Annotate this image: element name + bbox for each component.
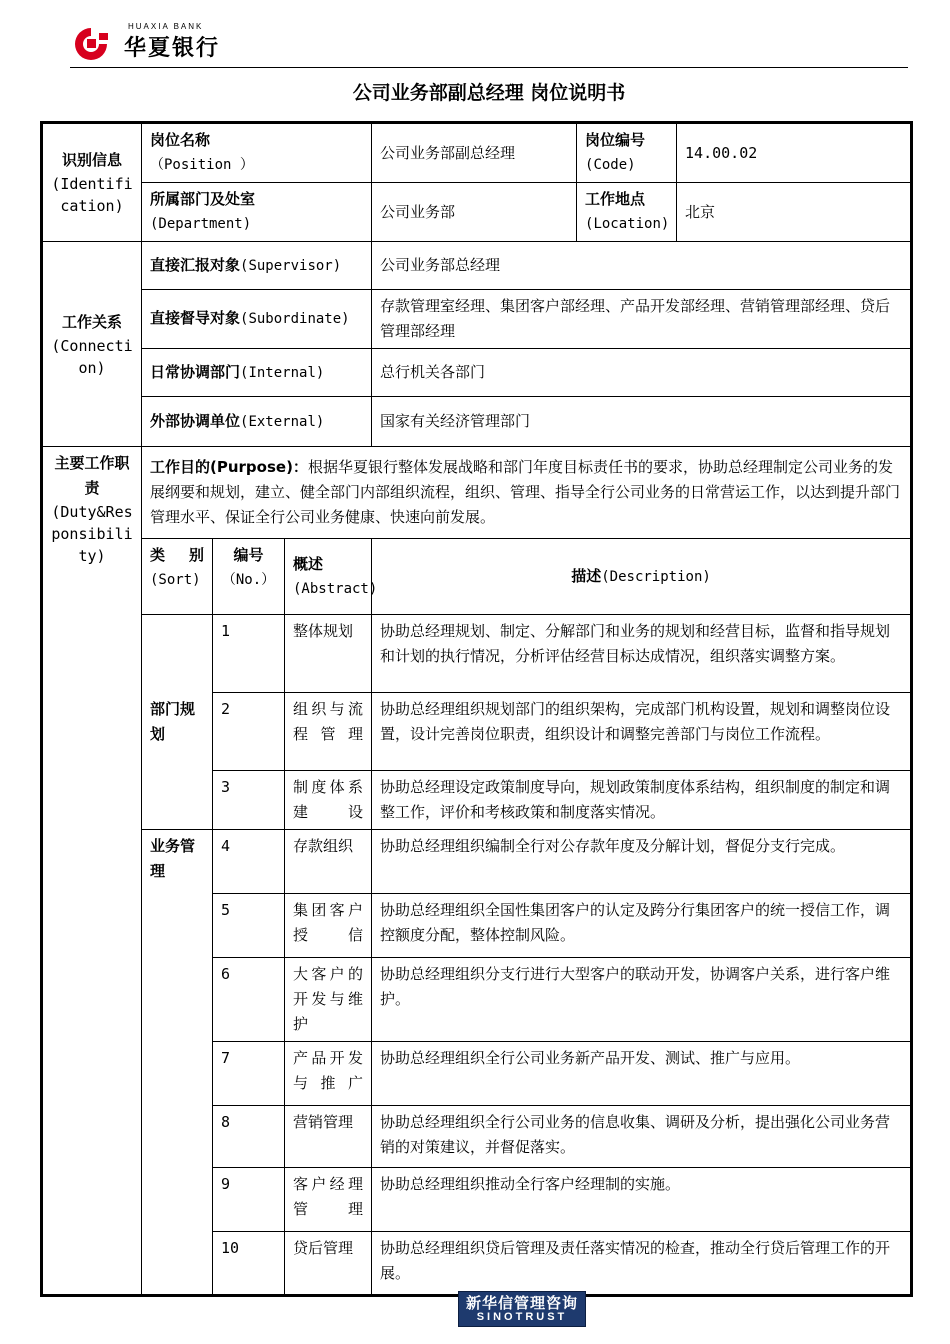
abstract-header: 概述 (Abstract) (285, 539, 372, 615)
purpose-content: 根据华夏银行整体发展战略和部门年度目标责任书的要求，协助总经理制定公司业务的发展纲要和规划，建立、健全部门内部组织流程，组织、管理、指导全行公司业务的日常营运工作，以达到提升部门管理水平、保证全行公司业务健康、快速向前发展。 (150, 458, 901, 526)
huaxia-bank-logo-icon (70, 26, 112, 60)
item-no: 10 (213, 1232, 285, 1296)
item-abstract: 集团客户授信 (285, 894, 372, 958)
position-value: 公司业务部副总经理 (372, 123, 577, 183)
connection-section-label: 工作关系 (Connection) (42, 242, 142, 447)
logo-english-text: HUAXIA BANK (128, 22, 204, 31)
item-abstract: 组织与流程管理 (285, 693, 372, 771)
item-abstract: 制度体系建设 (285, 771, 372, 830)
item-no: 9 (213, 1168, 285, 1232)
item-no: 4 (213, 830, 285, 894)
item-description: 协助总经理规划、制定、分解部门和业务的规划和经营目标，监督和指导规划和计划的执行情况，分析评估经营目标达成情况，组织落实调整方案。 (372, 615, 912, 693)
logo-chinese-text: 华夏银行 (124, 36, 221, 61)
header-divider (70, 67, 908, 68)
sort-header: 类 别 (Sort) (142, 539, 213, 615)
item-description: 协助总经理组织全行公司业务的信息收集、调研及分析，提出强化公司业务营销的对策建议，并督促落实。 (372, 1106, 912, 1168)
item-no: 3 (213, 771, 285, 830)
item-no: 1 (213, 615, 285, 693)
item-abstract: 产品开发与推广 (285, 1042, 372, 1106)
location-label: 工作地点 (Location) (577, 183, 677, 242)
item-abstract: 营销管理 (285, 1106, 372, 1168)
item-no: 8 (213, 1106, 285, 1168)
item-description: 协助总经理组织推动全行客户经理制的实施。 (372, 1168, 912, 1232)
footer-logo-english: SINOTRUST (476, 1311, 568, 1323)
job-description-table (40, 121, 913, 1297)
category-department-planning: 部门规划 (142, 615, 213, 830)
item-abstract: 整体规划 (285, 615, 372, 693)
internal-value: 总行机关各部门 (372, 349, 912, 397)
position-label: 岗位名称 （Position ） (142, 123, 372, 183)
subordinate-value: 存款管理室经理、集团客户部经理、产品开发部经理、营销管理部经理、贷后管理部经理 (372, 290, 912, 349)
item-abstract: 贷后管理 (285, 1232, 372, 1296)
item-description: 协助总经理组织贷后管理及责任落实情况的检查，推动全行贷后管理工作的开展。 (372, 1232, 912, 1296)
description-header: 描述(Description) (372, 539, 912, 615)
department-value: 公司业务部 (372, 183, 577, 242)
duty-section-label: 主要工作职责 (Duty&Responsibility) (42, 447, 142, 1296)
identification-section-label: 识别信息 (Identification) (42, 123, 142, 242)
supervisor-label: 直接汇报对象(Supervisor) (142, 242, 372, 290)
item-abstract: 客户经理管理 (285, 1168, 372, 1232)
item-description: 协助总经理组织编制全行对公存款年度及分解计划，督促分支行完成。 (372, 830, 912, 894)
supervisor-value: 公司业务部总经理 (372, 242, 912, 290)
item-description: 协助总经理组织规划部门的组织架构，完成部门机构设置，规划和调整岗位设置，设计完善岗位职责，组织设计和调整完善部门与岗位工作流程。 (372, 693, 912, 771)
item-no: 2 (213, 693, 285, 771)
purpose-label: 工作目的(Purpose)： (150, 458, 308, 476)
subordinate-label: 直接督导对象(Subordinate) (142, 290, 372, 349)
item-no: 7 (213, 1042, 285, 1106)
page-header (0, 0, 950, 80)
item-no: 6 (213, 958, 285, 1042)
internal-label: 日常协调部门(Internal) (142, 349, 372, 397)
footer-logo-chinese: 新华信管理咨询 (465, 1294, 578, 1312)
item-no: 5 (213, 894, 285, 958)
external-value: 国家有关经济管理部门 (372, 397, 912, 447)
purpose-text (142, 447, 912, 539)
category-business-management: 业务管理 (142, 830, 213, 1296)
code-value: 14.00.02 (677, 123, 912, 183)
location-value: 北京 (677, 183, 912, 242)
code-label: 岗位编号 (Code) (577, 123, 677, 183)
no-header: 编号 （No.） (213, 539, 285, 615)
external-label: 外部协调单位(External) (142, 397, 372, 447)
department-label: 所属部门及处室 (Department) (142, 183, 372, 242)
sinotrust-footer-logo (458, 1291, 586, 1327)
item-description: 协助总经理组织全行公司业务新产品开发、测试、推广与应用。 (372, 1042, 912, 1106)
item-description: 协助总经理组织全国性集团客户的认定及跨分行集团客户的统一授信工作，调控额度分配，整体控制风险。 (372, 894, 912, 958)
item-abstract: 存款组织 (285, 830, 372, 894)
item-abstract: 大客户的开发与维护 (285, 958, 372, 1042)
item-description: 协助总经理设定政策制度导向，规划政策制度体系结构，组织制度的制定和调整工作，评价和考核政策和制度落实情况。 (372, 771, 912, 830)
item-description: 协助总经理组织分支行进行大型客户的联动开发，协调客户关系，进行客户维护。 (372, 958, 912, 1042)
document-title: 公司业务部副总经理 岗位说明书 (352, 82, 626, 104)
